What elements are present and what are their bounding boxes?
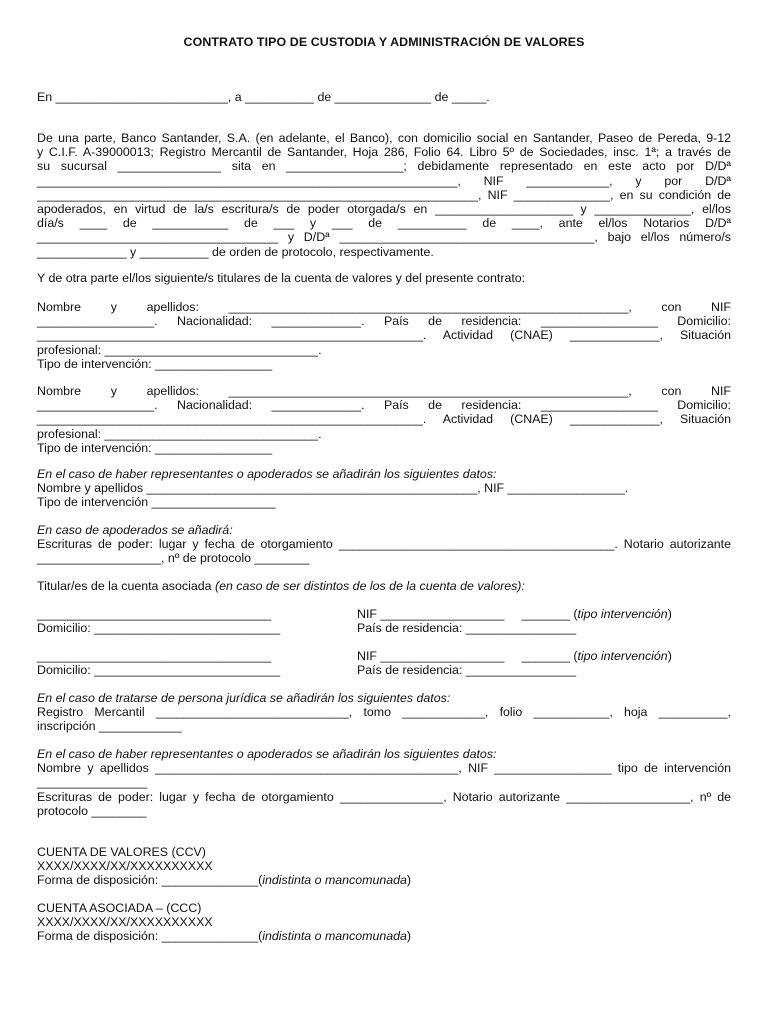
associated-2-country: País de residencia: ________________ <box>357 663 577 678</box>
attorneys-block <box>37 523 731 566</box>
titular-1-line-1: Nombre y apellidos: __________________________________________________________, con NIF <box>37 300 731 314</box>
titular-1-line-3: ________________________________________________________. Actividad (CNAE) _____________, Situación <box>37 328 731 343</box>
ccv-number: XXXX/XXXX/XX/XXXXXXXXXX <box>37 859 213 874</box>
legal-entity-line-2: inscripción ____________ <box>37 719 182 734</box>
attorneys-line-1: Escrituras de poder: lugar y fecha de otorgamiento ________________________________________. Notario autorizante <box>37 537 731 552</box>
bank-line-4: _____________________________________________________________, NIF ____________, y por D/Dª <box>37 173 731 188</box>
bank-line-9: _____________ y __________ de orden de protocolo, respectivamente. <box>37 244 434 259</box>
associated-2-name-line: __________________________________ <box>37 649 272 663</box>
representatives-2-line-2: ________________ <box>37 775 148 790</box>
other-party-intro: Y de otra parte el/los siguiente/s titulares de la cuenta de valores y del presente contrato: <box>37 271 526 285</box>
associated-2-domicile: Domicilio: ___________________________ <box>37 663 281 678</box>
associated-account-heading: Titular/es de la cuenta asociada (en caso de ser distintos de los de la cuenta de valores): <box>37 579 525 593</box>
bank-line-1: De una parte, Banco Santander, S.A. (en adelante, el Banco), con domicilio social en Santander, Paseo de Pereda, 9-12 <box>37 131 731 145</box>
representatives-1-line-1: Nombre y apellidos ________________________________________________, NIF _________________. <box>37 481 629 496</box>
titular-2-line-2: _________________. Nacionalidad: _____________. País de residencia: _________________ Domicilio: <box>37 398 731 413</box>
representatives-block-1 <box>37 467 731 510</box>
titular-1-line-2: _________________. Nacionalidad: _____________. País de residencia: _________________ Domicilio: <box>37 314 731 329</box>
bank-party-paragraph <box>37 131 731 259</box>
document-title: CONTRATO TIPO DE CUSTODIA Y ADMINISTRACIÓN DE VALORES <box>183 35 585 49</box>
bank-line-5: ________________________________________________________________, NIF ______________, en su condición de <box>37 187 731 202</box>
associated-1-name-line: __________________________________ <box>37 607 272 621</box>
bank-line-6: apoderados, en virtud de la/s escritura/s de poder otorgada/s en ____________________ y ______________, el/los <box>37 202 731 217</box>
representatives-2-line-1: Nombre y apellidos ____________________________________________, NIF _________________ tipo de intervención <box>37 761 731 776</box>
ccc-disposal: Forma de disposición: ______________(indistinta o mancomunada) <box>37 929 412 944</box>
representatives-1-heading: En el caso de haber representantes o apoderados se añadirán los siguientes datos: <box>37 467 497 481</box>
attorneys-heading: En caso de apoderados se añadirá: <box>37 523 233 537</box>
bank-line-3: su sucursal _______________ sita en _________________; debidamente representado en este acto por D/Dª <box>37 159 731 174</box>
associated-holder-1 <box>37 607 731 635</box>
titular-2-line-3: ________________________________________________________. Actividad (CNAE) _____________, Situación <box>37 412 731 427</box>
attorneys-line-2: __________________, nº de protocolo ________ <box>37 551 310 566</box>
associated-holder-2 <box>37 649 731 677</box>
bank-line-7: día/s ____ de ___________ de ___ y ___ de __________ de ____, ante el/los Notarios D/Dª <box>37 216 731 231</box>
titular-2-line-1: Nombre y apellidos: __________________________________________________________, con NIF <box>37 384 731 398</box>
titular-1-line-5: Tipo de intervención: _________________ <box>37 356 273 371</box>
representatives-1-line-2: Tipo de intervención __________________ <box>37 495 276 510</box>
ccv-title: CUENTA DE VALORES (CCV) <box>37 845 206 859</box>
titular-block-2 <box>37 384 731 455</box>
ccc-title: CUENTA ASOCIADA – (CCC) <box>37 901 202 915</box>
bank-line-8: ___________________________________ y D/Dª _____________________________________, bajo el/los número/s <box>37 230 731 245</box>
securities-account-block <box>37 845 731 888</box>
ccc-number: XXXX/XXXX/XX/XXXXXXXXXX <box>37 915 213 930</box>
representatives-2-heading: En el caso de haber representantes o apoderados se añadirán los siguientes datos: <box>37 747 497 761</box>
representatives-2-line-3: Escrituras de poder: lugar y fecha de otorgamiento _______________, Notario autorizante __________________, nº de <box>37 789 731 804</box>
representatives-2-line-4: protocolo ________ <box>37 803 147 818</box>
titular-1-line-4: profesional: _______________________________. <box>37 342 322 357</box>
associated-2-nif: NIF __________________ _______ (tipo intervención) <box>357 649 672 663</box>
associated-1-domicile: Domicilio: ___________________________ <box>37 621 281 636</box>
legal-entity-block <box>37 691 731 734</box>
ccv-disposal: Forma de disposición: ______________(indistinta o mancomunada) <box>37 873 412 888</box>
representatives-block-2 <box>37 747 731 818</box>
bank-line-2: y C.I.F. A-39000013; Registro Mercantil de Santander, Hoja 286, Folio 64. Libro 5º de Sociedades, insc. 1ª; a través de <box>37 145 731 160</box>
associated-1-country: País de residencia: ________________ <box>357 621 577 636</box>
titular-block-1 <box>37 300 731 371</box>
associated-account-block <box>37 901 731 944</box>
associated-1-nif: NIF __________________ _______ (tipo intervención) <box>357 607 672 621</box>
legal-entity-heading: En el caso de tratarse de persona jurídica se añadirán los siguientes datos: <box>37 691 451 705</box>
titular-2-line-5: Tipo de intervención: _________________ <box>37 440 273 455</box>
titular-2-line-4: profesional: _______________________________. <box>37 426 322 441</box>
place-date-line: En _________________________, a __________ de ______________ de _____. <box>37 90 490 104</box>
legal-entity-line-1: Registro Mercantil ____________________________, tomo ____________, folio ___________, hoja __________, <box>37 705 731 720</box>
